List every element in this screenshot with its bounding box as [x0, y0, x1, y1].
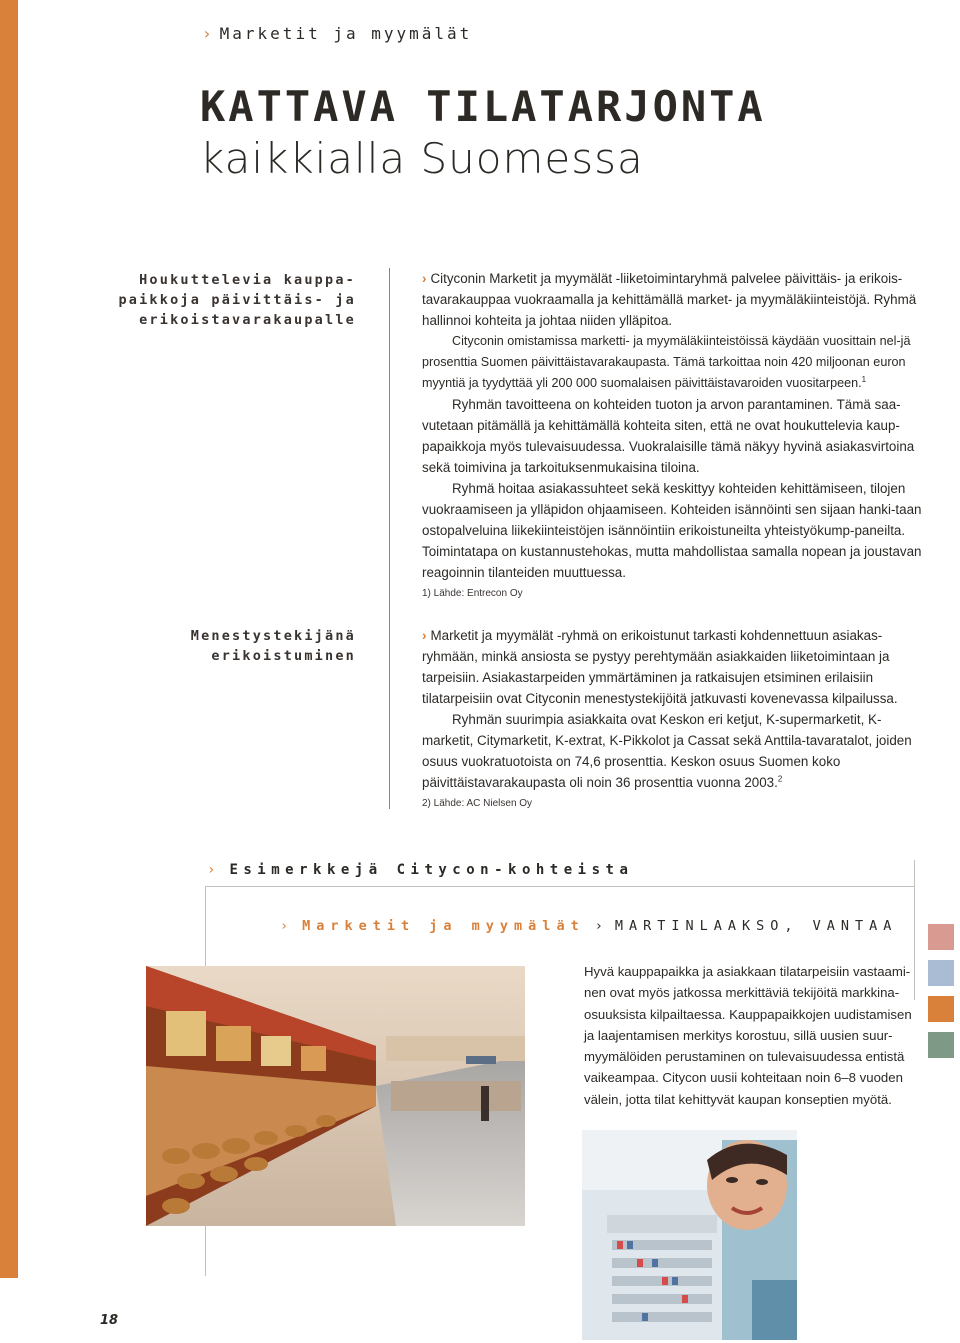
footnote: 2) Lähde: AC Nielsen Oy: [422, 798, 533, 809]
paragraph: Ryhmä hoitaa asiakassuhteet sekä keskittyy kohteiden kehittämiseen, tilojen vuokraamiseen ja ylläpidon ohjaamiseen. Kohteiden isännöinti sen sijaan hanki-taan ostopalveluina liikekiinteistöjen isännöintiin erikoistuneilta yhteistyökump-paneilta. Toimintatapa on kustannustehokas, mutta mahdollistaa samalla nopean ja joustavan reagoinnin tilanteiden muuttuessa.: [422, 481, 922, 580]
color-square-green: [928, 1032, 954, 1058]
page-title: KATTAVA TILATARJONTA: [200, 82, 766, 131]
body-text-block-2: [422, 625, 922, 814]
examples-heading: › Esimerkkejä Citycon-kohteista: [207, 862, 634, 878]
paragraph: Ryhmän suurimpia asiakkaita ovat Keskon eri ketjut, K-supermarketit, K-marketit, Citymarketit, K-extrat, K-Pikkolot ja Cassat sekä Anttila-tavaratalot, joiden osuus vuokratuotoista on 74,6 prosenttia. Keskon osuus Suomen koko päivittäistavarakaupasta oli noin 36 prosenttia vuonna 2003.$^2$: [422, 712, 912, 790]
paragraph: › Cityconin Marketit ja myymälät -liiketoimintaryhmä palvelee päivittäis- ja erikois-tavarakauppaa vuokraamalla ja kehittämällä market- ja myymäläkiinteistöjä. Ryhmä hallinnoi kohteita ja johtaa niiden ylläpitoa.: [422, 271, 917, 328]
paragraph: Ryhmän tavoitteena on kohteiden tuoton ja arvon parantaminen. Tämä saa-vutetaan pitämällä ja kehittämällä kohteita siten, että ne ovat houkuttelevia kaup-papaikkoja myös tulevaisuudessa. Vuokralaisille tämä näkyy hyvinä asiakasvirtoina sekä toimivina ja tarkoituksenmukaisina tiloina.: [422, 397, 915, 475]
example-category-breadcrumb: › Marketit ja myymälät › MARTINLAAKSO, VANTAA: [280, 918, 898, 934]
chevron-right-icon: ›: [207, 862, 216, 878]
example-frame-right: [914, 860, 915, 1000]
page-number: 18: [100, 1313, 119, 1328]
body-text-block-1: [422, 268, 922, 604]
color-square-blue: [928, 960, 954, 986]
chevron-right-icon: ›: [422, 628, 427, 643]
color-square-orange: [928, 996, 954, 1022]
footnote: 1) Lähde: Entrecon Oy: [422, 588, 523, 599]
chevron-right-icon: ›: [594, 918, 603, 934]
section-label: › Marketit ja myymälät: [202, 24, 473, 43]
page-subtitle: kaikkialla Suomessa: [200, 134, 644, 183]
supermarket-aisle-photo: [146, 966, 525, 1226]
chevron-right-icon: ›: [202, 24, 212, 43]
chevron-right-icon: ›: [280, 918, 289, 934]
side-heading-specialization: Menestystekijänä erikoistuminen: [190, 628, 356, 664]
column-divider: [389, 268, 390, 809]
paragraph: › Marketit ja myymälät -ryhmä on erikoistunut tarkasti kohdennettuun asiakas-ryhmään, minkä ansiosta se pystyy perehtymään asiakkaiden liiketoimintaan ja tarpeisiin. Asiakastarpeiden ymmärtäminen ja ratkaisujen etsiminen erilaisiin tilatarpeisiin ovat Cityconin menestystekijöitä jatkuvasti kovenevassa kilpailussa.: [422, 628, 898, 706]
example-description: Hyvä kauppapaikka ja asiakkaan tilatarpeisiin vastaami-nen ovat myös jatkossa merkittäviä tekijöitä markkina-osuuksista kilpailtaessa. Kauppapaikkojen uudistamisen ja laajentamisen merkitys korostuu, sillä uusien suur-myymälöiden perustaminen on tulevaisuudessa entistä vaikeampaa. Citycon uusii kohteitaan noin 6–8 vuoden välein, jotta tilat kehittyvät kaupan konseptien myötä.: [584, 964, 912, 1107]
chevron-right-icon: ›: [422, 271, 427, 286]
example-frame-top: [205, 886, 915, 887]
paragraph: Cityconin omistamissa marketti- ja myymäläkiinteistöissä käydään vuosittain nel-jä prosenttia Suomen päivittäistavarakaupasta. Tämä tarkoittaa noin 420 miljoonan euron myyntiä ja tyydyttää yli 200 000 suomalaisen päivittäistavaroiden vuositarpeen.$^1$: [422, 334, 911, 390]
left-accent-bar: [0, 0, 18, 1278]
store-advertisement-illustration: [582, 1130, 797, 1340]
side-heading-attractive-locations: Houkuttelevia kauppa- paikkoja päivittäis- ja erikoistavarakaupalle: [118, 272, 356, 328]
color-square-pink: [928, 924, 954, 950]
advertisement-photo: [582, 1130, 797, 1340]
supermarket-aisle-illustration: [146, 966, 525, 1226]
